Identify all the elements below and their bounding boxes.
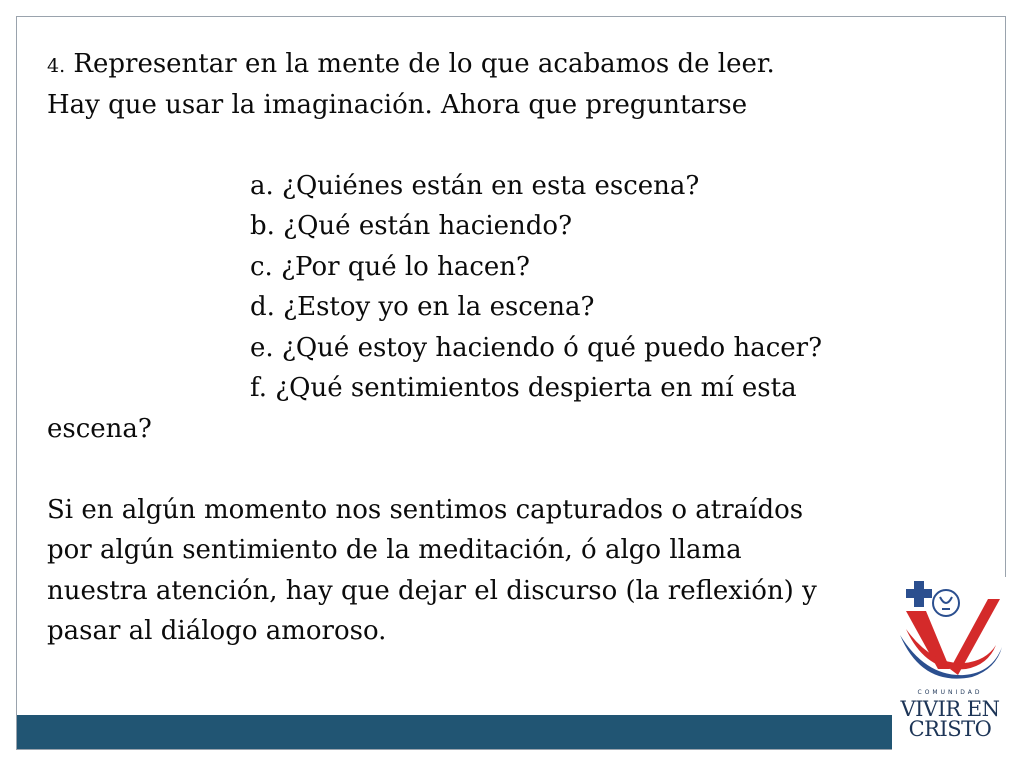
- paragraph-line-3: nuestra atención, hay que dejar el discurso (la reflexión) y: [47, 575, 817, 606]
- slide-body: [47, 44, 927, 652]
- step-heading-line-2: Hay que usar la imaginación. Ahora que preguntarse: [47, 89, 748, 120]
- step-heading-text: Representar en la mente de lo que acabamos de leer.: [65, 49, 775, 79]
- logo-community-text: COMUNIDAD: [917, 689, 983, 696]
- step-number: 4.: [47, 55, 66, 77]
- question-e: e. ¿Qué estoy haciendo ó qué puedo hacer?: [250, 332, 823, 363]
- paragraph-line-4: pasar al diálogo amoroso.: [47, 616, 387, 646]
- spacer: [47, 449, 927, 490]
- paragraph-line-1: Si en algún momento nos sentimos capturados o atraídos: [47, 494, 804, 525]
- logo-name: [892, 699, 1008, 739]
- paragraph-line-2: por algún sentimiento de la meditación, ó algo llama: [47, 535, 742, 565]
- footer-bar: [17, 715, 1005, 749]
- question-d: d. ¿Estoy yo en la escena?: [250, 292, 595, 322]
- question-a: a. ¿Quiénes están en esta escena?: [250, 170, 700, 201]
- step-heading-line-1: [47, 44, 927, 85]
- logo-name-line-2: CRISTO: [908, 717, 992, 741]
- question-c: c. ¿Por qué lo hacen?: [250, 251, 530, 282]
- question-f-wrap: escena?: [47, 413, 152, 444]
- question-b: b. ¿Qué están haciendo?: [250, 211, 573, 241]
- question-f: f. ¿Qué sentimientos despierta en mí esta: [250, 373, 797, 403]
- logo-name-line-1: VIVIR EN: [900, 697, 1000, 721]
- spacer: [47, 125, 927, 166]
- logo-emblem-icon: [892, 577, 1008, 689]
- vivir-en-cristo-logo: [892, 577, 1008, 753]
